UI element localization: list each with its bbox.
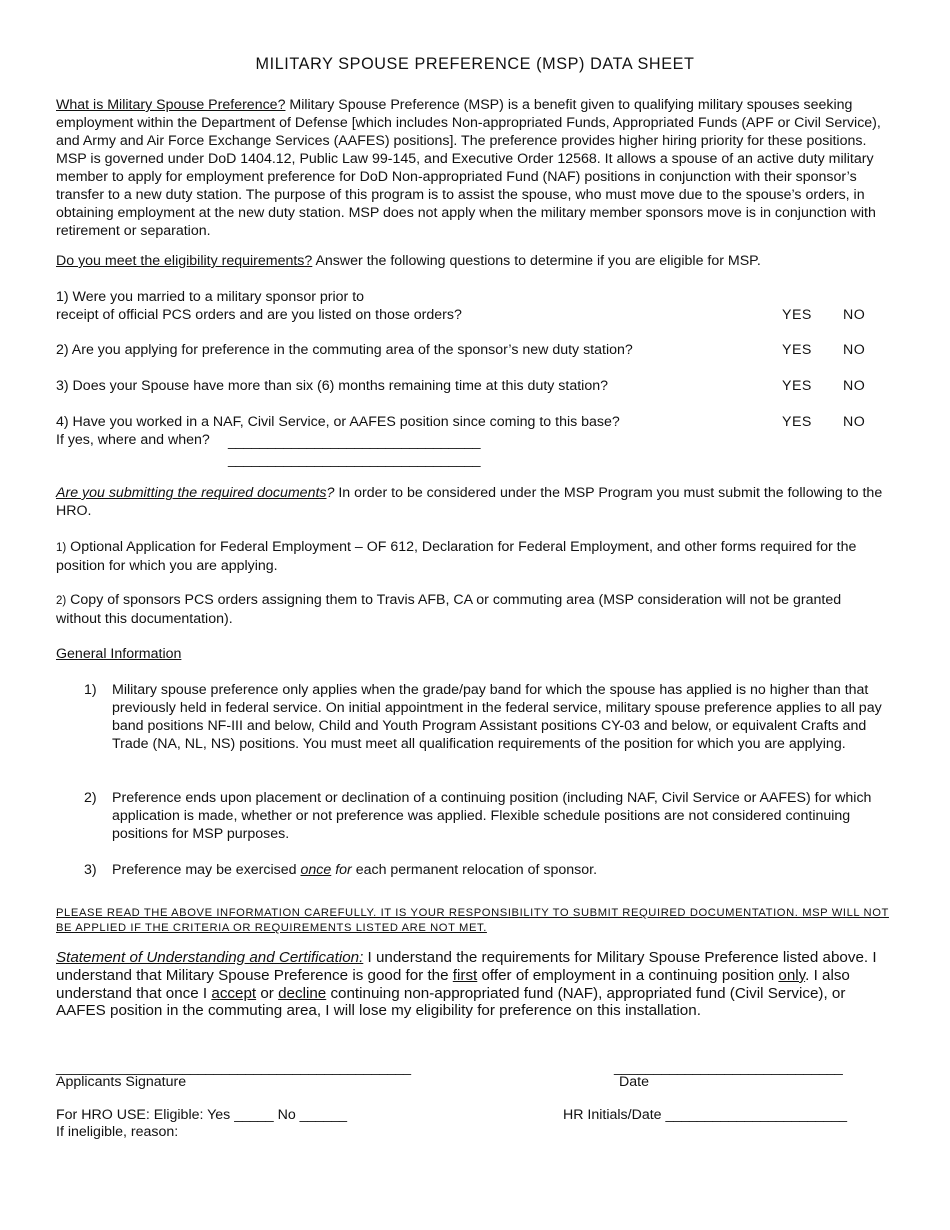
statement-only: only: [778, 966, 806, 984]
question-3-yes-option[interactable]: YES: [782, 378, 812, 394]
question-3-no-option[interactable]: NO: [843, 378, 866, 394]
general-item-2-text: Preference ends upon placement or declination of a continuing position (including NAF, Civil Service or AAFES) for which application is made, whether or not preference was applied. Flexible schedule positions are not considered continuing positions for MSP purposes.: [112, 790, 872, 842]
question-2-yes-option[interactable]: YES: [782, 342, 812, 358]
question-4-yes-option[interactable]: YES: [782, 414, 812, 430]
hro-eligible-field[interactable]: For HRO USE: Eligible: Yes _____ No ______: [56, 1107, 348, 1123]
question-1: [56, 288, 776, 324]
where-when-line-1[interactable]: ________________________________: [228, 434, 481, 450]
signature-line[interactable]: _____________________________________________: [56, 1060, 412, 1076]
documents-heading-qmark: ?: [326, 485, 335, 501]
document-item-2-number: 2): [56, 595, 67, 607]
where-when-line-2[interactable]: ________________________________: [228, 452, 481, 468]
general-item-3-number: 3): [84, 862, 97, 878]
general-heading: General Information: [56, 646, 182, 662]
document-item-1-number: 1): [56, 542, 67, 554]
question-1-yes-option[interactable]: YES: [782, 307, 812, 323]
documents-heading: Are you submitting the required documents: [56, 485, 327, 501]
question-3: 3) Does your Spouse have more than six (6) months remaining time at this duty station?: [56, 378, 609, 394]
general-item-1-text: Military spouse preference only applies when the grade/pay band for which the spouse has applied is no higher than that previously held in federal service. On initial appointment in the federal service, military spouse preference applies to all pay band positions NF-III and below, Child and Youth Program Assistant positions CY-03 and below, or equivalent Crafts and Trade (NA, NL, NS) positions. You must meet all qualification requirements of the position for which you are applying.: [112, 682, 882, 752]
documents-intro: [56, 484, 888, 520]
where-when-label: If yes, where and when?: [56, 432, 210, 448]
date-line[interactable]: _____________________________: [614, 1060, 843, 1076]
statement-part-1: I understand the requirements for Military Spouse Preference listed above. I understand that Military Spouse Preference is good for the: [56, 949, 877, 984]
document-item-2: [56, 591, 876, 628]
general-item-3-for: for: [331, 862, 352, 878]
general-item-2-number: 2): [84, 790, 97, 806]
document-item-1: [56, 538, 888, 575]
question-4: 4) Have you worked in a NAF, Civil Service, or AAFES position since coming to this base?: [56, 414, 620, 430]
page-title: MILITARY SPOUSE PREFERENCE (MSP) DATA SHEET: [255, 55, 695, 73]
statement-decline: decline: [278, 984, 327, 1002]
hr-initials-date-field[interactable]: HR Initials/Date _______________________: [563, 1107, 847, 1123]
document-item-1-text: Optional Application for Federal Employment – OF 612, Declaration for Federal Employment, and other forms required for the position for which you are applying.: [56, 539, 857, 574]
statement-first: first: [452, 966, 478, 984]
general-item-3: [84, 861, 889, 881]
intro-body: Military Spouse Preference (MSP) is a benefit given to qualifying military spouses seeking employment within the Department of Defense [which includes Non-appropriated Funds, Appropriated Funds (APF or Civil Service), and Army and Air Force Exchange Services (AAFES) positions]. The preference provides higher hiring priority for these positions. MSP is governed under DoD 1404.12, Public Law 99-145, and Executive Order 12568. It allows a spouse of an active duty military member to apply for employment preference for DoD Non-appropriated Fund (NAF) positions in conjunction with their sponsor’s transfer to a new duty station. The purpose of this program is to assist the spouse, who must move due to the spouse’s orders, in obtaining employment at the new duty station. MSP does not apply when the military member sponsors move is in conjunction with retirement or separation.: [56, 97, 881, 239]
question-4-no-option[interactable]: NO: [843, 414, 866, 430]
statement-accept: accept: [211, 984, 257, 1002]
general-item-3-text-before: Preference may be exercised: [112, 862, 301, 878]
ineligible-reason-label: If ineligible, reason:: [56, 1124, 179, 1140]
documents-body: In order to be considered under the MSP Program you must submit the following to the HRO.: [56, 485, 883, 519]
question-1-line-2: receipt of official PCS orders and are you listed on those orders?: [56, 307, 462, 323]
statement-part-4: or: [256, 984, 279, 1002]
document-item-2-text: Copy of sponsors PCS orders assigning them to Travis AFB, CA or commuting area (MSP consideration will not be granted without this documentation).: [56, 592, 842, 627]
statement-part-5: continuing non-appropriated fund (NAF), appropriated fund (Civil Service), or AAFES position in the commuting area, I will lose my eligibility for preference on this installation.: [56, 984, 846, 1020]
general-item-1: [84, 681, 889, 773]
general-item-2: [84, 789, 889, 845]
general-item-3-text-after: each permanent relocation of sponsor.: [351, 862, 598, 878]
eligibility-body: Answer the following questions to determine if you are eligible for MSP.: [312, 253, 761, 269]
statement-part-3: . I also understand that once I: [56, 966, 850, 1002]
question-1-line-1: 1) Were you married to a military sponsor prior to: [56, 289, 365, 305]
general-item-3-once: once: [300, 862, 332, 878]
intro-section: [56, 96, 888, 240]
date-label: Date: [619, 1074, 649, 1090]
question-1-no-option[interactable]: NO: [843, 307, 866, 323]
general-item-1-number: 1): [84, 682, 97, 698]
statement-heading: Statement of Understanding and Certification:: [56, 949, 364, 966]
intro-heading: What is Military Spouse Preference?: [56, 97, 286, 113]
eligibility-heading: Do you meet the eligibility requirements?: [56, 253, 313, 269]
statement-part-2: offer of employment in a continuing position: [477, 966, 779, 984]
question-2: 2) Are you applying for preference in the commuting area of the sponsor’s new duty station?: [56, 342, 633, 358]
question-2-no-option[interactable]: NO: [843, 342, 866, 358]
signature-label: Applicants Signature: [56, 1074, 187, 1090]
warning-notice: PLEASE READ THE ABOVE INFORMATION CAREFULLY. IT IS YOUR RESPONSIBILITY TO SUBMIT REQUIRED DOCUMENTATION. MSP WILL NOT BE APPLIED IF THE CRITERIA OR REQUIREMENTS LISTED ARE NOT MET.: [56, 907, 889, 934]
general-item-3-text: [112, 861, 888, 879]
eligibility-intro: [56, 252, 888, 270]
statement-section: [56, 949, 886, 1020]
